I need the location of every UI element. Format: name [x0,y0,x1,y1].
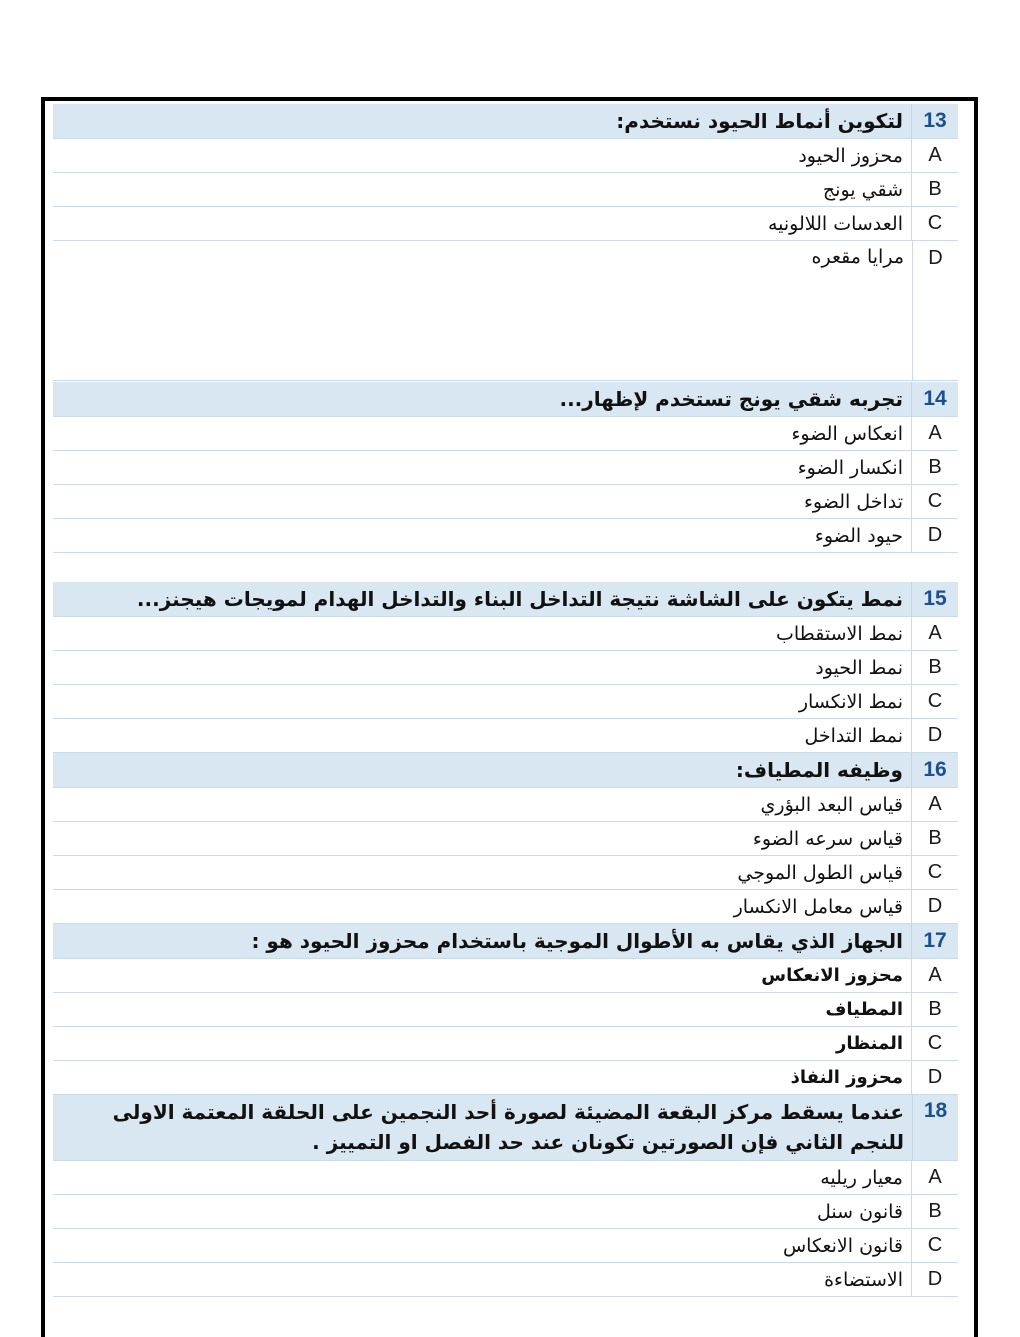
option-letter: B [911,651,958,684]
question-number: 18 [912,1095,958,1160]
option-text: الاستضاءة [824,1268,903,1291]
option-row[interactable] [53,719,958,753]
option-text: نمط الحيود [815,656,903,679]
option-text: العدسات اللالونيه [767,212,903,235]
option-text: حيود الضوء [814,524,903,547]
option-text: مرايا مقعره [811,246,904,268]
question-block-15 [53,582,958,1297]
option-text: قانون سنل [816,1200,903,1223]
question-number: 15 [911,582,958,616]
option-text: محزوز الانعكاس [761,965,903,986]
option-row[interactable] [53,959,958,993]
question-number: 14 [911,382,958,416]
option-letter: A [911,617,958,650]
option-letter: D [911,519,958,552]
option-text: نمط الاستقطاب [776,622,903,645]
question-row [53,382,958,417]
option-row[interactable] [53,993,958,1027]
option-row[interactable] [53,651,958,685]
question-number: 16 [911,753,958,787]
option-text: انكسار الضوء [797,456,903,479]
option-row[interactable] [53,856,958,890]
option-letter: D [911,1061,958,1094]
option-letter: B [911,822,958,855]
option-row[interactable] [53,519,958,553]
option-row[interactable] [53,822,958,856]
option-letter: C [911,685,958,718]
option-letter: C [911,485,958,518]
option-text: نمط الانكسار [798,690,903,713]
option-letter: D [911,890,958,923]
option-letter: A [911,788,958,821]
option-text: شقي يونج [822,178,903,201]
option-row[interactable] [53,1061,958,1095]
option-letter: A [911,417,958,450]
option-text: نمط التداخل [804,724,903,747]
option-letter: C [911,1027,958,1060]
question-text: تجربه شقي يونج تستخدم لإظهار... [559,387,903,411]
question-text: لتكوين أنماط الحيود نستخدم: [616,109,903,133]
question-row [53,582,958,617]
question-text: عندما يسقط مركز البقعة المضيئة لصورة أحد النجمين على الحلقة المعتمة الاولى للنجم الثاني فإن الصورتين تكونان عند حد الفصل او التمييز . [112,1100,904,1154]
option-row[interactable] [53,417,958,451]
question-number: 17 [911,924,958,958]
option-text: تداخل الضوء [803,490,903,513]
question-text: نمط يتكون على الشاشة نتيجة التداخل البناء والتداخل الهدام لمويجات هيجنز... [136,587,903,611]
option-text: معيار ريليه [820,1166,903,1189]
option-letter: D [912,241,958,380]
option-text: المنظار [836,1033,903,1054]
option-row[interactable] [53,485,958,519]
option-row[interactable] [53,1161,958,1195]
option-letter: C [911,856,958,889]
option-text: محزوز الحيود [798,144,903,167]
option-letter: D [911,1263,958,1296]
option-row[interactable] [53,1027,958,1061]
question-block-13 [53,104,958,381]
option-letter: C [911,1229,958,1262]
question-row [53,753,958,788]
question-block-14 [53,382,958,553]
question-text: وظيفه المطياف: [735,758,903,782]
option-letter: C [911,207,958,240]
option-row[interactable] [53,173,958,207]
option-letter: A [911,1161,958,1194]
option-row[interactable] [53,1263,958,1297]
question-number: 13 [911,104,958,138]
option-text: المطياف [825,999,903,1020]
question-text: الجهاز الذي يقاس به الأطوال الموجية باستخدام محزوز الحيود هو : [251,929,903,953]
question-row [53,924,958,959]
option-letter: D [911,719,958,752]
option-row[interactable] [53,890,958,924]
option-letter: B [911,451,958,484]
question-row [53,104,958,139]
option-text: قياس معامل الانكسار [733,895,903,918]
option-text: قانون الانعكاس [782,1234,903,1257]
option-text: قياس البعد البؤري [760,793,903,816]
option-text: محزوز النفاذ [790,1067,903,1088]
option-row[interactable] [53,1195,958,1229]
question-row [53,1095,958,1161]
option-row[interactable] [53,207,958,241]
option-text: انعكاس الضوء [791,422,903,445]
option-row[interactable] [53,617,958,651]
option-row[interactable] [53,1229,958,1263]
option-row[interactable] [53,139,958,173]
option-letter: A [911,139,958,172]
option-text: قياس سرعه الضوء [752,827,903,850]
option-letter: B [911,1195,958,1228]
option-letter: B [911,993,958,1026]
option-text: قياس الطول الموجي [737,861,903,884]
option-row[interactable] [53,451,958,485]
option-letter: B [911,173,958,206]
option-row[interactable] [53,685,958,719]
option-row[interactable] [53,241,958,381]
option-row[interactable] [53,788,958,822]
option-letter: A [911,959,958,992]
